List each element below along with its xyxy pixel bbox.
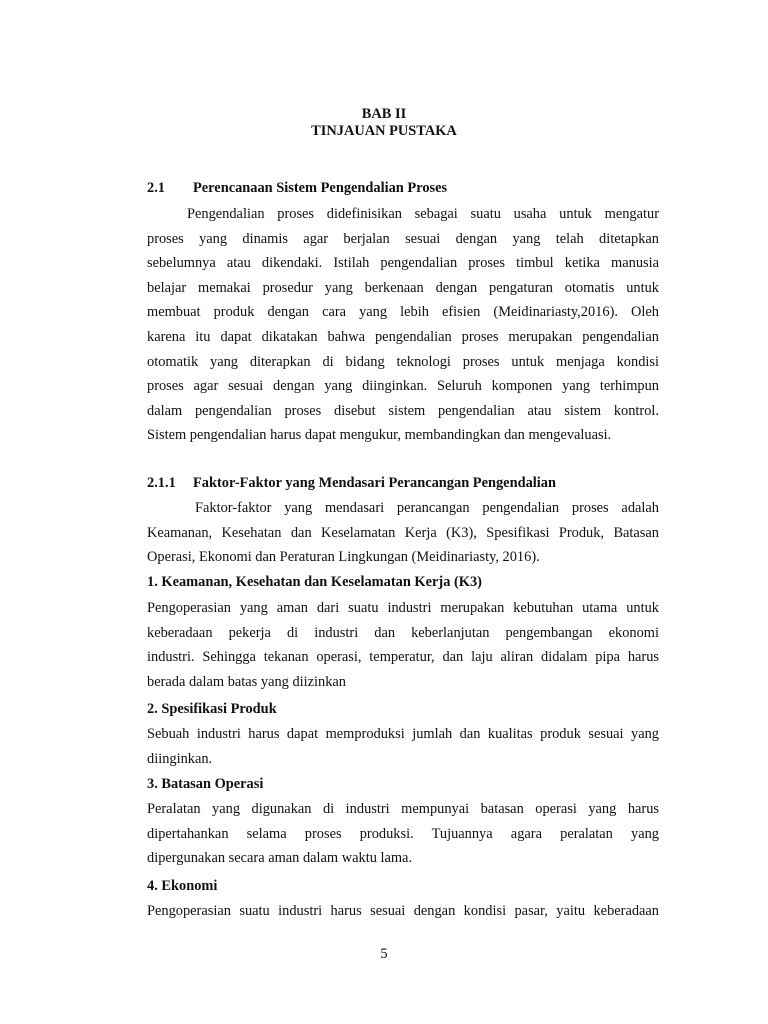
paragraph-line: Sistem pengendalian harus dapat mengukur, membandingkan dan mengevaluasi.: [147, 427, 612, 444]
paragraph-line: diinginkan.: [147, 750, 213, 767]
paragraph-line: proses agar sesuai dengan yang diinginkan. Seluruh komponen yang terhimpun: [147, 378, 659, 395]
paragraph-line: keberadaan pekerja di industri dan keberlanjutan pengembangan ekonomi: [147, 624, 659, 641]
paragraph-line: Pengoperasian yang aman dari suatu industri merupakan kebutuhan utama untuk: [147, 600, 659, 616]
paragraph-line: membuat produk dengan cara yang lebih efisien (Meidinariasty,2016). Oleh: [147, 304, 659, 321]
section-number: 2.1: [147, 180, 165, 196]
section-title: Faktor-Faktor yang Mendasari Perancangan Pengendalian: [193, 475, 556, 491]
paragraph-line: Keamanan, Kesehatan dan Keselamatan Kerja (K3), Spesifikasi Produk, Batasan: [147, 524, 659, 541]
paragraph-line: dipergunakan secara aman dalam waktu lama.: [147, 850, 413, 867]
paragraph-line: Operasi, Ekonomi dan Peraturan Lingkungan (Meidinariasty, 2016).: [147, 549, 540, 566]
paragraph-line: Pengoperasian suatu industri harus sesuai dengan kondisi pasar, yaitu keberadaan: [147, 903, 659, 919]
page-number: 5: [380, 946, 388, 962]
paragraph-line: Peralatan yang digunakan di industri mempunyai batasan operasi yang harus: [147, 801, 659, 817]
paragraph-line: Sebuah industri harus dapat memproduksi jumlah dan kualitas produk sesuai yang: [147, 726, 659, 742]
paragraph-line: belajar memakai prosedur yang berkenaan dengan pengaturan otomatis untuk: [147, 279, 659, 296]
item-heading-ekonomi: 4. Ekonomi: [147, 878, 218, 894]
paragraph-line: industri. Sehingga tekanan operasi, temperatur, dan laju aliran didalam pipa harus: [147, 649, 659, 666]
item-batasan-paragraph: [147, 797, 659, 871]
chapter-label: BAB II: [361, 106, 407, 122]
item-k3-paragraph: [147, 596, 659, 694]
paragraph-line: Pengendalian proses didefinisikan sebagai suatu usaha untuk mengatur: [187, 206, 659, 222]
paragraph-line: berada dalam batas yang diizinkan: [147, 673, 346, 690]
item-spesifikasi-paragraph: [147, 722, 659, 771]
chapter-title: TINJAUAN PUSTAKA: [311, 123, 457, 139]
paragraph-line: dalam pengendalian proses disebut sistem pengendalian atau sistem kontrol.: [147, 402, 659, 419]
section-number: 2.1.1: [147, 475, 176, 491]
item-heading-batasan-operasi: 3. Batasan Operasi: [147, 776, 264, 792]
paragraph-line: dipertahankan selama proses produksi. Tujuannya agara peralatan yang: [147, 825, 659, 842]
section-2-1-1-paragraph: [147, 496, 659, 570]
item-heading-k3: 1. Keamanan, Kesehatan dan Keselamatan Kerja (K3): [147, 574, 482, 590]
item-heading-spesifikasi-produk: 2. Spesifikasi Produk: [147, 701, 277, 717]
paragraph-line: proses yang dinamis agar berjalan sesuai dengan yang telah ditetapkan: [147, 230, 659, 247]
section-2-1-paragraph: [147, 202, 659, 448]
item-ekonomi-paragraph: [147, 899, 659, 924]
paragraph-line: Faktor-faktor yang mendasari perancangan pengendalian proses adalah: [195, 500, 659, 516]
paragraph-line: karena itu dapat dikatakan bahwa pengendalian proses merupakan pengendalian: [147, 328, 659, 345]
section-title: Perencanaan Sistem Pengendalian Proses: [193, 180, 448, 196]
paragraph-line: otomatik yang diterapkan di bidang teknologi proses untuk menjaga kondisi: [147, 353, 659, 370]
paragraph-line: sebelumnya atau dikendaki. Istilah pengendalian proses timbul ketika manusia: [147, 255, 659, 272]
